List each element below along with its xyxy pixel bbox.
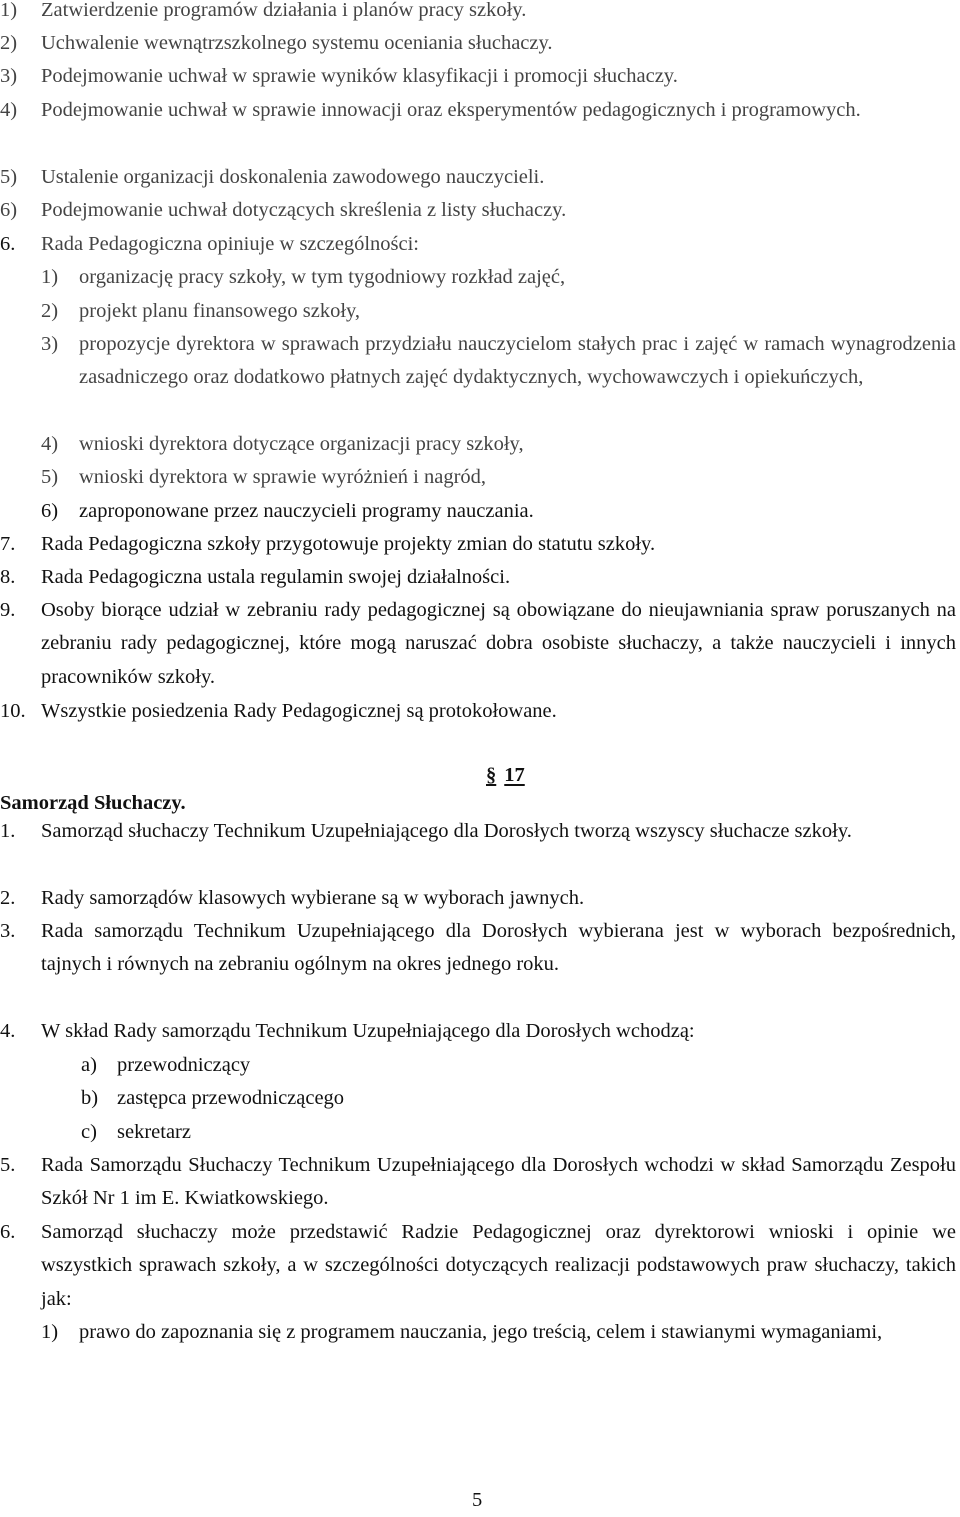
list-item-number: 6) [41, 500, 59, 522]
list-item [0, 27, 956, 60]
list-item [0, 1316, 956, 1349]
list-item-text: przewodniczący [117, 1054, 251, 1076]
list-item [0, 1049, 956, 1082]
list-item-text: Ustalenie organizacji doskonalenia zawodowego nauczycieli. [41, 166, 545, 188]
point-text: Rada Pedagogiczna ustala regulamin swojej działalności. [41, 566, 511, 588]
list-item-number: 4) [41, 433, 59, 455]
point-text: Wszystkie posiedzenia Rady Pedagogicznej są protokołowane. [41, 700, 557, 722]
point-number: 6. [0, 1221, 16, 1243]
numbered-point [0, 228, 956, 261]
numbered-point [0, 561, 956, 594]
point-text: Rada Pedagogiczna szkoły przygotowuje projekty zmian do statutu szkoły. [41, 533, 656, 555]
list-item-text: Podejmowanie uchwał dotyczących skreślenia z listy słuchaczy. [41, 199, 567, 221]
list-item-text: zaproponowane przez nauczycieli programy nauczania. [79, 500, 534, 522]
list-item [0, 194, 956, 227]
list-item-text: zastępca przewodniczącego [117, 1087, 345, 1109]
point-number: 6. [0, 233, 16, 255]
point-number: 9. [0, 599, 16, 621]
list-item [0, 261, 956, 294]
numbered-point [0, 1015, 956, 1048]
list-item [0, 60, 956, 93]
list-item [0, 161, 956, 194]
list-item [0, 461, 956, 494]
point-text: Rady samorządów klasowych wybierane są w wyborach jawnych. [41, 887, 585, 909]
point-text: Rada samorządu Technikum Uzupełniającego dla Dorosłych wybierana jest w wyborach bezpośrednich, tajnych i równych na zebraniu ogólnym na okres jednego roku. [41, 920, 956, 976]
list-item-number: 6) [0, 199, 18, 221]
list-item-text: wnioski dyrektora w sprawie wyróżnień i nagród, [79, 466, 487, 488]
list-item-number: 4) [0, 99, 18, 121]
list-item-text: organizację pracy szkoły, w tym tygodniowy rozkład zajęć, [79, 266, 566, 288]
list-item-text: sekretarz [117, 1121, 191, 1143]
point-number: 4. [0, 1020, 16, 1042]
list-item [0, 428, 956, 461]
numbered-point [0, 882, 956, 915]
point-number: 5. [0, 1154, 16, 1176]
list-item [0, 495, 956, 528]
numbered-point [0, 1149, 956, 1216]
list-item-text: Uchwalenie wewnątrzszkolnego systemu oceniania słuchaczy. [41, 32, 553, 54]
list-item-number: a) [81, 1054, 97, 1076]
point-text: Osoby biorące udział w zebraniu rady pedagogicznej są obowiązane do nieujawniania spraw poruszanych na zebraniu rady pedagogicznej, które mogą naruszać dobra osobiste słuchaczy, a także nauczycieli i innych pracowników szkoły. [41, 599, 956, 688]
point-number: 3. [0, 920, 16, 942]
list-item-number: 1) [41, 266, 59, 288]
list-item-text: Podejmowanie uchwał w sprawie innowacji oraz eksperymentów pedagogicznych i programowych. [41, 99, 861, 121]
numbered-point [0, 528, 956, 561]
point-number: 2. [0, 887, 16, 909]
list-item [0, 1116, 956, 1149]
point-number: 7. [0, 533, 16, 555]
list-item [0, 328, 956, 395]
numbered-point [0, 695, 956, 728]
list-item-number: 2) [41, 300, 59, 322]
list-item-text: wnioski dyrektora dotyczące organizacji pracy szkoły, [79, 433, 524, 455]
list-item-number: 1) [0, 0, 18, 21]
section-title [486, 759, 525, 792]
list-item-text: Zatwierdzenie programów działania i planów pracy szkoły. [41, 0, 527, 21]
list-item-number: b) [81, 1087, 99, 1109]
numbered-point [0, 594, 956, 694]
point-number: 10. [0, 700, 26, 722]
list-item [0, 0, 956, 27]
list-item-text: projekt planu finansowego szkoły, [79, 300, 361, 322]
point-text: Samorząd słuchaczy może przedstawić Radzie Pedagogicznej oraz dyrektorowi wnioski i opinie we wszystkich sprawach szkoły, a w szczególności dotyczących realizacji podstawowych praw słuchaczy, takich jak: [41, 1221, 956, 1310]
list-item [0, 1082, 956, 1115]
list-item-number: 3) [0, 65, 18, 87]
point-text: W skład Rady samorządu Technikum Uzupełniającego dla Dorosłych wchodzą: [41, 1020, 695, 1042]
numbered-point [0, 915, 956, 982]
list-item-number: 2) [0, 32, 18, 54]
point-text: Rada Pedagogiczna opiniuje w szczególności: [41, 233, 419, 255]
page-number: 5 [472, 1489, 483, 1511]
list-item [0, 94, 956, 127]
list-item-text: propozycje dyrektora w sprawach przydziału nauczycielom stałych prac i zajęć w ramach wynagrodzenia zasadniczego oraz dodatkowo płatnych zajęć dydaktycznych, wychowawczych i opiekuńczych, [79, 333, 956, 389]
point-number: 1. [0, 820, 16, 842]
list-item-number: 1) [41, 1321, 59, 1343]
point-number: 8. [0, 566, 16, 588]
list-item-number: 3) [41, 333, 59, 355]
numbered-point [0, 1216, 956, 1316]
list-item-number: 5) [41, 466, 59, 488]
section-number: 17 [504, 764, 525, 786]
point-text: Rada Samorządu Słuchaczy Technikum Uzupełniającego dla Dorosłych wchodzi w skład Samorządu Zespołu Szkół Nr 1 im E. Kwiatkowskiego. [41, 1154, 956, 1210]
list-item-number: c) [81, 1121, 97, 1143]
list-item [0, 295, 956, 328]
list-item-text: Podejmowanie uchwał w sprawie wyników klasyfikacji i promocji słuchaczy. [41, 65, 678, 87]
section-symbol: § [486, 764, 497, 786]
list-item-number: 5) [0, 166, 18, 188]
list-item-text: prawo do zapoznania się z programem nauczania, jego treścią, celem i stawianymi wymaganiami, [79, 1321, 883, 1343]
numbered-point [0, 815, 956, 848]
section-heading: Samorząd Słuchaczy. [0, 792, 186, 814]
point-text: Samorząd słuchaczy Technikum Uzupełniającego dla Dorosłych tworzą wszyscy słuchacze szkoły. [41, 820, 852, 842]
